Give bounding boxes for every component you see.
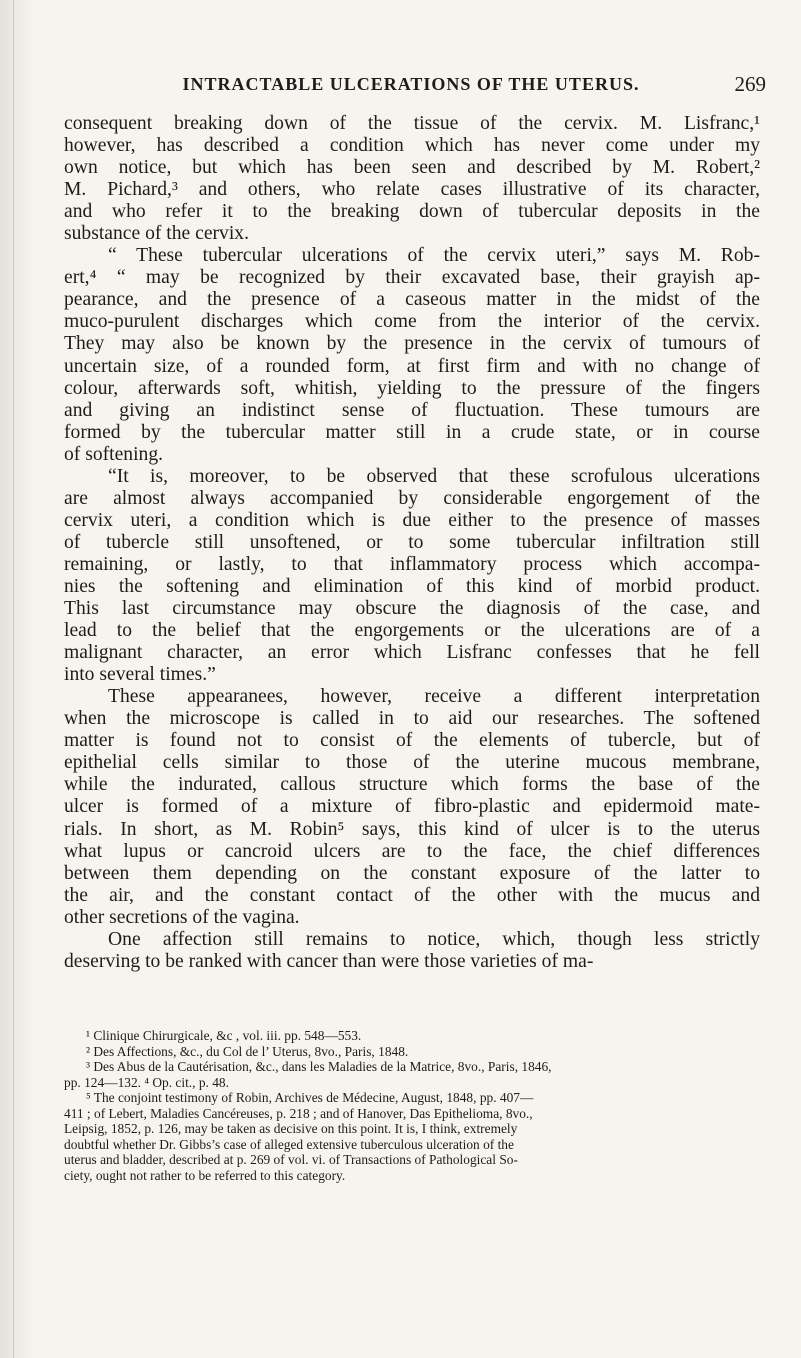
text-line: when the microscope is called in to aid our researches. The softened [64,708,760,730]
text-line: what lupus or cancroid ulcers are to the face, the chief differences [64,840,760,862]
footnote [64,1044,760,1060]
text-line: “It is, moreover, to be observed that these scrofulous ulcerations [108,465,760,487]
text-line: between them depending on the constant exposure of the latter to [64,862,760,884]
footnotes [64,1028,760,1183]
text-line: of softening. [64,443,164,465]
footnote-line: ⁵ The conjoint testimony of Robin, Archives de Médecine, August, 1848, pp. 407— [86,1090,534,1105]
footnote-line: uterus and bladder, described at p. 269 of vol. vi. of Transactions of Pathological So- [64,1152,518,1167]
text-line: formed by the tubercular matter still in a crude state, or in course [64,421,760,443]
paragraph [64,466,760,686]
footnote-line: ciety, ought not rather to be referred to this category. [64,1167,346,1183]
text-line: are almost always accompanied by considerable engorgement of the [64,487,760,509]
text-line: epithelial cells similar to those of the uterine mucous membrane, [64,752,760,774]
page-number: 269 [734,72,766,96]
text-line: One affection still remains to notice, which, though less strictly [108,928,760,950]
text-line: This last circumstance may obscure the diagnosis of the case, and [64,598,760,620]
paragraph [64,929,760,973]
text-line: of tubercle still unsoftened, or to some tubercular infiltration still [64,531,760,553]
footnote [64,1090,760,1183]
paragraph [64,113,760,245]
text-line: cervix uteri, a condition which is due either to the presence of masses [64,509,760,531]
text-line: rials. In short, as M. Robin⁵ says, this kind of ulcer is to the uterus [64,818,760,840]
text-line: colour, afterwards soft, whitish, yielding to the pressure of the fingers [64,377,760,399]
text-line: substance of the cervix. [64,223,249,245]
text-line: remaining, or lastly, to that inflammatory process which accompa- [64,553,760,575]
text-line: and giving an indistinct sense of fluctuation. These tumours are [64,399,760,421]
text-line: consequent breaking down of the tissue of the cervix. M. Lisfranc,¹ [64,113,760,134]
footnote-line: Leipsig, 1852, p. 126, may be taken as decisive on this point. It is, I think, extremely [64,1121,518,1136]
text-line: muco-purulent discharges which come from the interior of the cervix. [64,311,760,333]
body-text [64,113,760,973]
text-line: nies the softening and elimination of this kind of morbid product. [64,575,760,597]
text-line: They may also be known by the presence in the cervix of tumours of [64,333,760,355]
text-line: ert,⁴ “ may be recognized by their excavated base, their grayish ap- [64,267,760,289]
text-line: matter is found not to consist of the elements of tubercle, but of [64,730,760,752]
footnote-line: 411 ; of Lebert, Maladies Cancéreuses, p. 218 ; and of Hanover, Das Epithelioma, 8vo., [64,1105,533,1121]
running-head [116,74,766,104]
text-line: while the indurated, callous structure which forms the base of the [64,774,760,796]
text-line: into several times.” [64,664,216,686]
text-line: however, has described a condition which has never come under my [64,135,760,157]
footnote-line: ³ Des Abus de la Cautérisation, &c., dans les Maladies de la Matrice, 8vo., Paris, 1846, [86,1059,552,1074]
text-line: deserving to be ranked with cancer than were those varieties of ma- [64,950,594,972]
footnote [64,1059,760,1090]
paragraph [64,686,760,929]
footnote-line: ² Des Affections, &c., du Col de l’ Uterus, 8vo., Paris, 1848. [86,1043,409,1059]
text-line: These appearanees, however, receive a different interpretation [108,686,760,708]
text-line: and who refer it to the breaking down of tubercular deposits in the [64,201,760,223]
text-line: lead to the belief that the engorgements or the ulcerations are of a [64,620,760,642]
text-line: other secretions of the vagina. [64,906,300,928]
footnote-line: doubtful whether Dr. Gibbs’s case of alleged extensive tuberculous ulceration of the [64,1136,514,1152]
running-head-title: INTRACTABLE ULCERATIONS OF THE UTERUS. [182,74,640,94]
page-edge-line [13,0,14,1358]
footnote [64,1028,760,1044]
text-line: the air, and the constant contact of the other with the mucus and [64,884,760,906]
footnote-line: ¹ Clinique Chirurgicale, &c , vol. iii. pp. 548—553. [86,1028,362,1043]
text-line: pearance, and the presence of a caseous matter in the midst of the [64,289,760,311]
text-line: “ These tubercular ulcerations of the cervix uteri,” says M. Rob- [108,245,760,267]
page-gutter-shadow [0,0,34,1358]
text-line: uncertain size, of a rounded form, at first firm and with no change of [64,355,760,377]
footnote-line: pp. 124—132. ⁴ Op. cit., p. 48. [64,1074,229,1090]
text-line: own notice, but which has been seen and described by M. Robert,² [64,157,760,179]
text-line: malignant character, an error which Lisfranc confesses that he fell [64,642,760,664]
text-line: M. Pichard,³ and others, who relate cases illustrative of its character, [64,179,760,201]
paragraph [64,245,760,465]
text-line: ulcer is formed of a mixture of fibro-plastic and epidermoid mate- [64,796,760,818]
